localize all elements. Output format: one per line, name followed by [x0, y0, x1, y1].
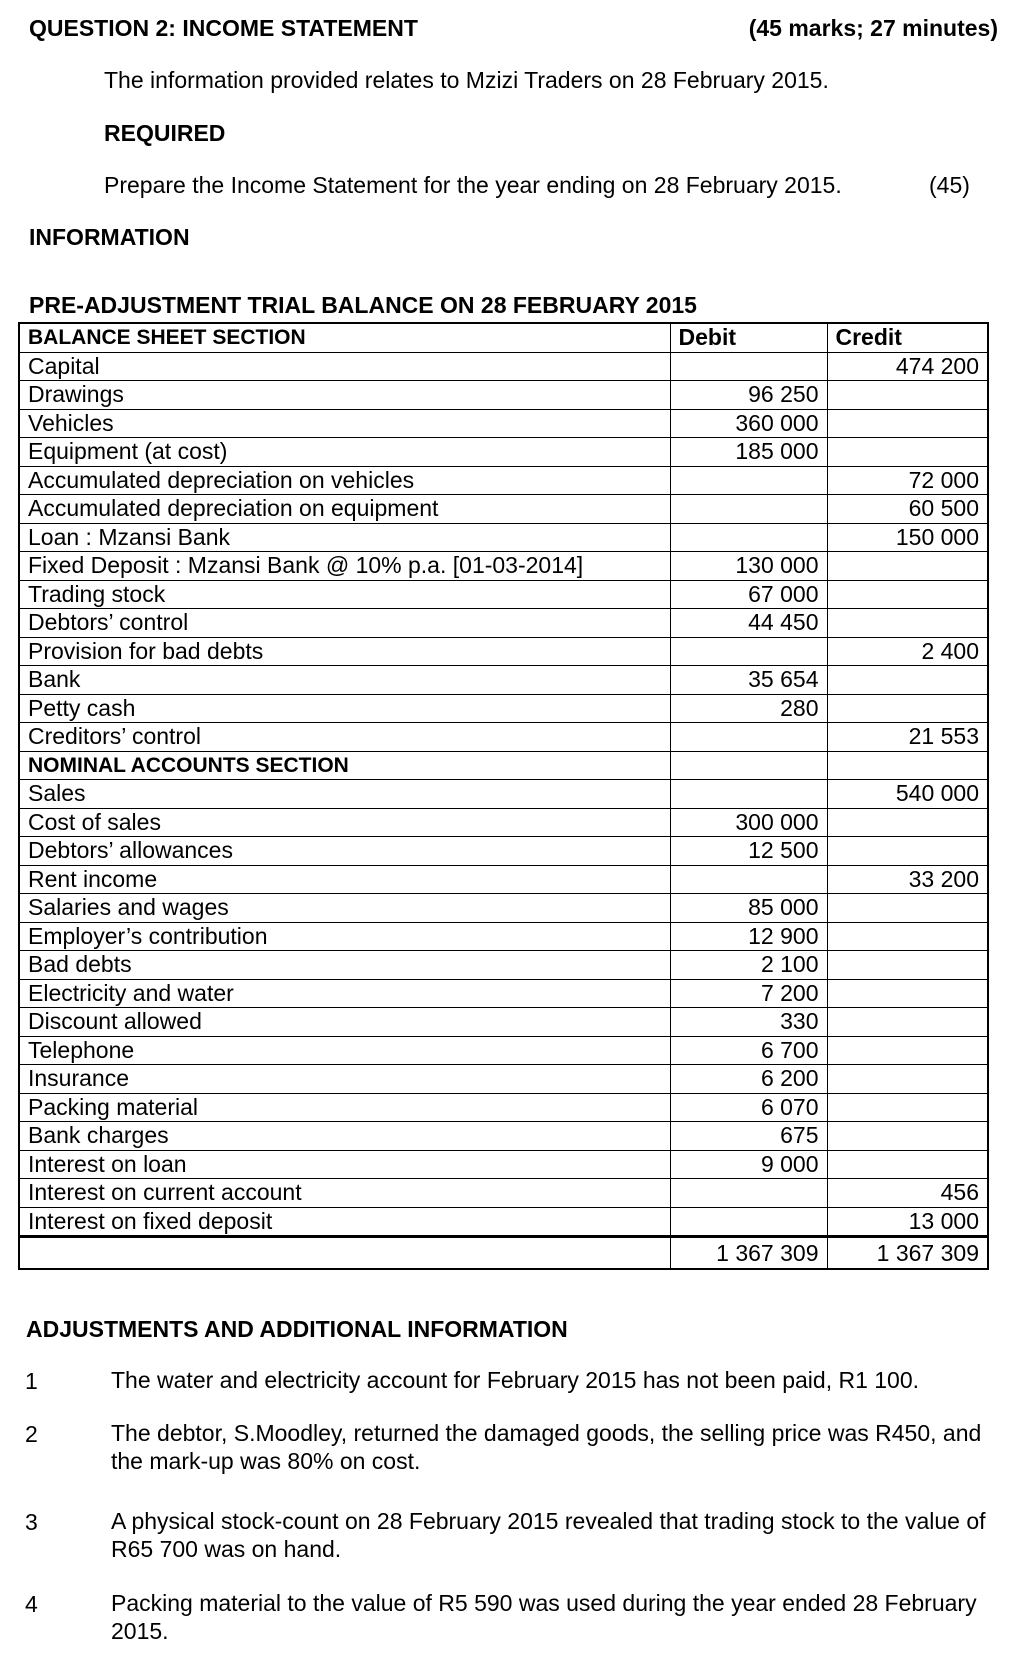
debit-amount: 7 200	[670, 979, 827, 1008]
table-row	[19, 694, 988, 723]
debit-amount: 6 200	[670, 1065, 827, 1094]
table-row	[19, 951, 988, 980]
account-name: Interest on current account	[19, 1179, 670, 1208]
table-row	[19, 1150, 988, 1179]
credit-amount	[827, 409, 988, 438]
debit-amount	[670, 780, 827, 809]
debit-amount: 330	[670, 1008, 827, 1037]
debit-amount: 130 000	[670, 552, 827, 581]
trial-balance-table	[18, 322, 989, 1270]
credit-amount	[827, 1122, 988, 1151]
debit-amount	[670, 352, 827, 381]
credit-amount: 13 000	[827, 1207, 988, 1237]
account-name: Packing material	[19, 1093, 670, 1122]
debit-amount: 96 250	[670, 381, 827, 410]
credit-amount	[827, 1008, 988, 1037]
debit-amount	[670, 466, 827, 495]
intro-text: The information provided relates to Mzizi Traders on 28 February 2015.	[104, 67, 829, 93]
debit-amount: 44 450	[670, 609, 827, 638]
account-name: Salaries and wages	[19, 894, 670, 923]
account-name: Petty cash	[19, 694, 670, 723]
account-name: Interest on loan	[19, 1150, 670, 1179]
table-row	[19, 723, 988, 752]
credit-amount	[827, 381, 988, 410]
adjustment-text: Packing material to the value of R5 590 was used during the year ended 28 February 2015.	[111, 1590, 977, 1644]
balance-sheet-section-heading: BALANCE SHEET SECTION	[19, 323, 670, 352]
debit-amount: 12 900	[670, 922, 827, 951]
adjustment-number: 2	[25, 1421, 38, 1447]
empty-cell	[827, 751, 988, 780]
debit-amount	[670, 865, 827, 894]
table-row	[19, 495, 988, 524]
debit-amount	[670, 723, 827, 752]
account-name: Accumulated depreciation on vehicles	[19, 466, 670, 495]
credit-amount	[827, 552, 988, 581]
table-row	[19, 922, 988, 951]
debit-amount: 35 654	[670, 666, 827, 695]
debit-amount: 12 500	[670, 837, 827, 866]
debit-amount: 6 070	[670, 1093, 827, 1122]
totals-label-cell	[19, 1237, 670, 1270]
credit-amount	[827, 894, 988, 923]
account-name: Telephone	[19, 1036, 670, 1065]
total-debit: 1 367 309	[670, 1237, 827, 1270]
table-row	[19, 1008, 988, 1037]
account-name: Employer’s contribution	[19, 922, 670, 951]
account-name: Debtors’ control	[19, 609, 670, 638]
credit-amount: 21 553	[827, 723, 988, 752]
credit-column-header: Credit	[827, 323, 988, 352]
required-heading: REQUIRED	[104, 120, 226, 146]
debit-amount	[670, 495, 827, 524]
trial-balance-title: PRE-ADJUSTMENT TRIAL BALANCE ON 28 FEBRUARY 2015	[29, 292, 697, 318]
information-heading: INFORMATION	[29, 224, 190, 250]
table-row	[19, 1179, 988, 1208]
account-name: Electricity and water	[19, 979, 670, 1008]
required-text: Prepare the Income Statement for the year ending on 28 February 2015.	[104, 172, 842, 198]
adjustment-number: 4	[25, 1591, 38, 1617]
credit-amount	[827, 666, 988, 695]
debit-amount	[670, 523, 827, 552]
account-name: Bad debts	[19, 951, 670, 980]
nominal-section-row	[19, 751, 988, 780]
account-name: Accumulated depreciation on equipment	[19, 495, 670, 524]
account-name: Drawings	[19, 381, 670, 410]
credit-amount	[827, 951, 988, 980]
table-row	[19, 979, 988, 1008]
credit-amount	[827, 1093, 988, 1122]
table-row	[19, 666, 988, 695]
account-name: Rent income	[19, 865, 670, 894]
table-header-row	[19, 323, 988, 352]
debit-amount: 67 000	[670, 580, 827, 609]
debit-amount: 675	[670, 1122, 827, 1151]
debit-amount: 9 000	[670, 1150, 827, 1179]
table-row	[19, 1036, 988, 1065]
table-row	[19, 1122, 988, 1151]
table-row	[19, 523, 988, 552]
table-row	[19, 381, 988, 410]
marks-time: (45 marks; 27 minutes)	[748, 15, 998, 41]
table-row	[19, 780, 988, 809]
credit-amount: 456	[827, 1179, 988, 1208]
debit-amount: 300 000	[670, 808, 827, 837]
debit-amount	[670, 637, 827, 666]
credit-amount	[827, 979, 988, 1008]
debit-amount	[670, 1179, 827, 1208]
debit-amount: 85 000	[670, 894, 827, 923]
table-row	[19, 837, 988, 866]
credit-amount: 33 200	[827, 865, 988, 894]
account-name: Debtors’ allowances	[19, 837, 670, 866]
credit-amount	[827, 808, 988, 837]
account-name: Equipment (at cost)	[19, 438, 670, 467]
account-name: Fixed Deposit : Mzansi Bank @ 10% p.a. [01-03-2014]	[19, 552, 670, 581]
credit-amount	[827, 1036, 988, 1065]
account-name: Capital	[19, 352, 670, 381]
account-name: Loan : Mzansi Bank	[19, 523, 670, 552]
table-row	[19, 808, 988, 837]
table-row	[19, 609, 988, 638]
table-row	[19, 409, 988, 438]
credit-amount	[827, 438, 988, 467]
adjustment-text: The debtor, S.Moodley, returned the damaged goods, the selling price was R450, and the mark-up was 80% on cost.	[111, 1420, 982, 1474]
table-row	[19, 865, 988, 894]
account-name: Vehicles	[19, 409, 670, 438]
credit-amount	[827, 609, 988, 638]
table-row	[19, 552, 988, 581]
debit-amount: 6 700	[670, 1036, 827, 1065]
account-name: Provision for bad debts	[19, 637, 670, 666]
total-credit: 1 367 309	[827, 1237, 988, 1270]
credit-amount	[827, 1065, 988, 1094]
totals-row	[19, 1237, 988, 1270]
table-row	[19, 1207, 988, 1237]
debit-column-header: Debit	[670, 323, 827, 352]
credit-amount: 150 000	[827, 523, 988, 552]
empty-cell	[670, 751, 827, 780]
table-row	[19, 466, 988, 495]
table-row	[19, 1093, 988, 1122]
debit-amount: 185 000	[670, 438, 827, 467]
account-name: Bank charges	[19, 1122, 670, 1151]
adjustment-number: 1	[25, 1368, 38, 1394]
account-name: Trading stock	[19, 580, 670, 609]
table-row	[19, 352, 988, 381]
credit-amount: 474 200	[827, 352, 988, 381]
credit-amount	[827, 922, 988, 951]
question-title: QUESTION 2: INCOME STATEMENT	[29, 15, 418, 41]
account-name: Bank	[19, 666, 670, 695]
table-row	[19, 894, 988, 923]
credit-amount	[827, 837, 988, 866]
table-row	[19, 1065, 988, 1094]
debit-amount: 360 000	[670, 409, 827, 438]
account-name: Interest on fixed deposit	[19, 1207, 670, 1237]
credit-amount	[827, 694, 988, 723]
credit-amount: 72 000	[827, 466, 988, 495]
credit-amount	[827, 580, 988, 609]
nominal-section-heading: NOMINAL ACCOUNTS SECTION	[19, 751, 670, 780]
debit-amount	[670, 1207, 827, 1237]
table-row	[19, 438, 988, 467]
required-marks: (45)	[929, 172, 970, 198]
adjustment-number: 3	[25, 1509, 38, 1535]
credit-amount: 540 000	[827, 780, 988, 809]
adjustment-text: The water and electricity account for February 2015 has not been paid, R1 100.	[111, 1367, 920, 1393]
table-row	[19, 580, 988, 609]
credit-amount	[827, 1150, 988, 1179]
adjustments-heading: ADJUSTMENTS AND ADDITIONAL INFORMATION	[26, 1316, 568, 1342]
account-name: Discount allowed	[19, 1008, 670, 1037]
account-name: Insurance	[19, 1065, 670, 1094]
credit-amount: 2 400	[827, 637, 988, 666]
account-name: Creditors’ control	[19, 723, 670, 752]
table-row	[19, 637, 988, 666]
adjustment-text: A physical stock-count on 28 February 2015 revealed that trading stock to the value of R65 700 was on hand.	[111, 1508, 986, 1562]
account-name: Sales	[19, 780, 670, 809]
debit-amount: 280	[670, 694, 827, 723]
account-name: Cost of sales	[19, 808, 670, 837]
credit-amount: 60 500	[827, 495, 988, 524]
debit-amount: 2 100	[670, 951, 827, 980]
